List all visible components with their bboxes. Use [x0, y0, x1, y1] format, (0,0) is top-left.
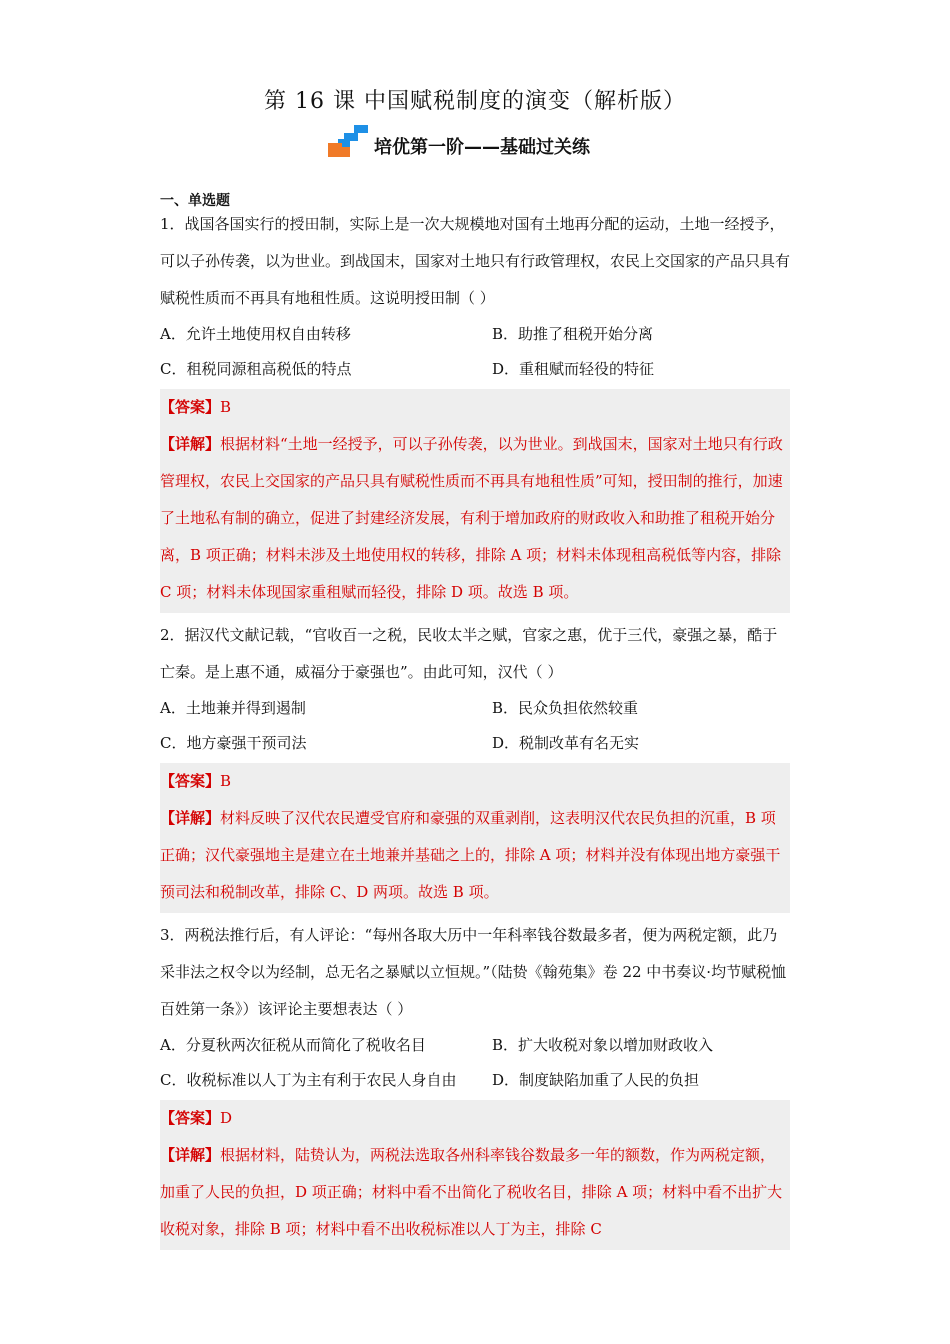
answer-box	[160, 389, 790, 613]
option-a: A．分夏秋两次征税从而简化了税收名目	[160, 1036, 426, 1054]
option-d: D．制度缺陷加重了人民的负担	[492, 1071, 700, 1089]
detail-text	[160, 1137, 790, 1248]
answer-value: B	[220, 772, 232, 790]
option-d: D．重租赋而轻役的特征	[492, 360, 655, 378]
option-group	[160, 1028, 790, 1098]
detail-text	[160, 426, 790, 611]
answer-label: 【答案】	[160, 398, 221, 416]
option-a: A．土地兼并得到遏制	[160, 699, 306, 717]
question-3	[160, 917, 790, 1250]
answer-value: D	[220, 1109, 233, 1127]
detail-label: 【详解】	[160, 809, 221, 827]
answer-box	[160, 1100, 790, 1250]
question-stem: 3．两税法推行后，有人评论：“每州各取大历中一年科率钱谷数最多者，便为两税定额，此乃采非法之权令以为经制，总无名之暴赋以立恒规。”（陆贽《翰苑集》卷 22 中书奏议·均节赋税恤百姓第一条》）该评论主要想表达（ ）	[160, 926, 787, 1018]
answer-box	[160, 763, 790, 913]
option-group	[160, 317, 790, 387]
question-list	[160, 206, 790, 1250]
answer-label: 【答案】	[160, 772, 221, 790]
section-heading: 一、单选题	[160, 193, 230, 209]
page-title: 第 16 课 中国赋税制度的演变（解析版）	[264, 89, 686, 114]
option-d: D．税制改革有名无实	[492, 734, 640, 752]
answer-line	[160, 763, 790, 800]
detail-label: 【详解】	[160, 435, 221, 453]
option-group	[160, 691, 790, 761]
option-b: B．助推了租税开始分离	[492, 325, 654, 343]
answer-label: 【答案】	[160, 1109, 221, 1127]
subtitle-text: 培优第一阶——基础过关练	[374, 137, 590, 158]
subtitle-banner	[326, 122, 590, 162]
detail-label: 【详解】	[160, 1146, 221, 1164]
answer-value: B	[220, 398, 232, 416]
option-b: B．民众负担依然较重	[492, 699, 639, 717]
question-stem: 1．战国各国实行的授田制，实际上是一次大规模地对国有土地再分配的运动，土地一经授予，可以子孙传袭，以为世业。到战国末，国家对土地只有行政管理权，农民上交国家的产品只具有赋税性质而不再具有地租性质。这说明授田制（ ）	[160, 215, 791, 307]
stairs-logo-icon	[326, 125, 368, 159]
detail-text	[160, 800, 790, 911]
option-a: A．允许土地使用权自由转移	[160, 325, 351, 343]
answer-line	[160, 389, 790, 426]
detail-body: 根据材料“土地一经授予，可以子孙传袭，以为世业。到战国末，国家对土地只有行政管理权，农民上交国家的产品只具有赋税性质而不再具有地租性质”可知，授田制的推行，加速了土地私有制的确立，促进了封建经济发展，有利于增加政府的财政收入和助推了租税开始分离，B 项正确；材料未涉及土地使用权的转移，排除 A 项；材料未体现租高税低等内容，排除 C 项；材料未体现国家重租赋而轻役，排除 D 项。故选 B 项。	[160, 435, 783, 601]
option-b: B．扩大收税对象以增加财政收入	[492, 1036, 714, 1054]
question-1	[160, 206, 790, 613]
option-c: C．地方豪强干预司法	[160, 734, 307, 752]
option-c: C．租税同源租高税低的特点	[160, 360, 352, 378]
answer-line	[160, 1100, 790, 1137]
detail-body: 根据材料，陆贽认为，两税法选取各州科率钱谷数最多一年的额数，作为两税定额，加重了人民的负担，D 项正确；材料中看不出简化了税收名目，排除 A 项；材料中看不出扩大收税对象，排除 B 项；材料中看不出收税标准以人丁为主，排除 C	[160, 1146, 783, 1238]
question-stem: 2．据汉代文献记载，“官收百一之税，民收太半之赋，官家之惠，优于三代，豪强之暴，酷于亡秦。是上惠不通，威福分于豪强也”。由此可知，汉代（ ）	[160, 626, 778, 681]
option-c: C．收税标准以人丁为主有利于农民人身自由	[160, 1071, 457, 1089]
question-2	[160, 617, 790, 913]
detail-body: 材料反映了汉代农民遭受官府和豪强的双重剥削，这表明汉代农民负担的沉重，B 项正确；汉代豪强地主是建立在土地兼并基础之上的，排除 A 项；材料并没有体现出地方豪强干预司法和税制改革，排除 C、D 两项。故选 B 项。	[160, 809, 781, 901]
